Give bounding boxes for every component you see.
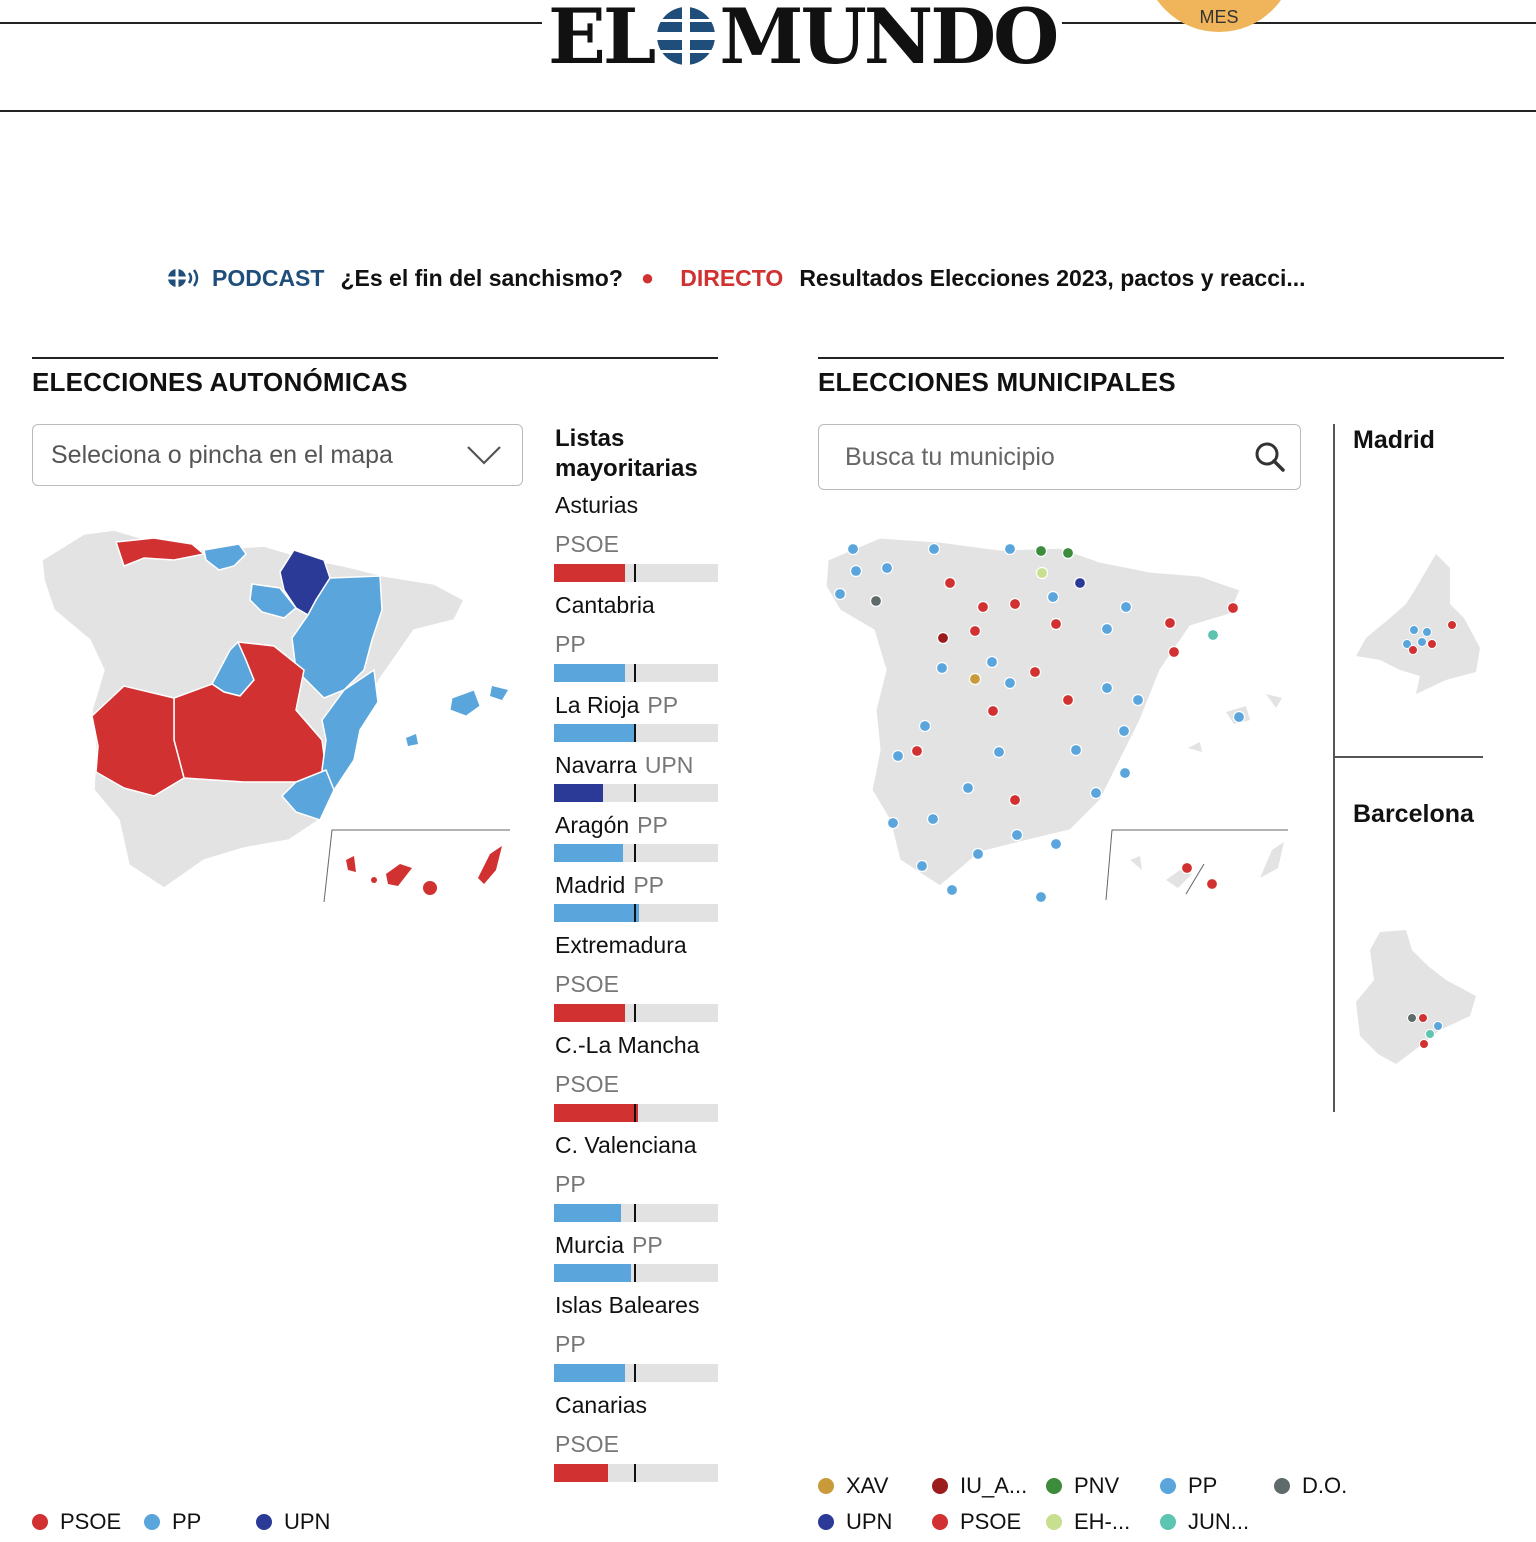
- region-name: La Rioja: [555, 692, 640, 718]
- legend-swatch: [1046, 1478, 1062, 1494]
- municipio-marker[interactable]: [970, 626, 981, 637]
- legend-swatch: [32, 1514, 48, 1530]
- legend-item: [818, 1468, 932, 1504]
- barcelona-map[interactable]: [1350, 926, 1484, 1068]
- municipio-marker[interactable]: [888, 818, 899, 829]
- seats-bar: [554, 664, 718, 682]
- municipio-marker[interactable]: [1012, 830, 1023, 841]
- municipio-marker[interactable]: [1169, 647, 1180, 658]
- municipio-marker[interactable]: [1030, 667, 1041, 678]
- municipal-mainland: [826, 538, 1240, 886]
- region-party: PSOE: [555, 971, 619, 997]
- barcelona-province: [1356, 930, 1476, 1064]
- live-label[interactable]: DIRECTO: [680, 264, 784, 291]
- municipio-marker[interactable]: [994, 747, 1005, 758]
- legend-label: EH-...: [1074, 1509, 1131, 1534]
- legend-item: [1160, 1504, 1274, 1540]
- municipio-marker[interactable]: [987, 657, 998, 668]
- seats-bar: [554, 724, 718, 742]
- municipales-title: ELECCIONES MUNICIPALES: [818, 367, 1176, 397]
- search-icon[interactable]: [1254, 441, 1286, 473]
- seats-bar-fill: [554, 1364, 625, 1382]
- region-canarias-4[interactable]: [478, 846, 502, 884]
- legend-item: [932, 1468, 1046, 1504]
- legend-label: XAV: [846, 1473, 889, 1498]
- municipio-marker[interactable]: [1165, 618, 1176, 629]
- seats-bar: [554, 1364, 718, 1382]
- municipio-marker[interactable]: [1091, 788, 1102, 799]
- municipal-canarias-island-3: [1260, 842, 1284, 878]
- municipal-canarias-frame: [1106, 830, 1288, 900]
- seats-bar-fill: [554, 1464, 608, 1482]
- seats-bar: [554, 1264, 718, 1282]
- municipio-marker[interactable]: [928, 814, 939, 825]
- majority-tick: [634, 724, 636, 742]
- municipio-marker[interactable]: [917, 861, 928, 872]
- region-party: PSOE: [555, 1071, 619, 1097]
- region-select-placeholder: Seleciona o pincha en el mapa: [51, 441, 393, 469]
- municipio-marker[interactable]: [1102, 624, 1113, 635]
- region-name: Navarra: [555, 752, 637, 778]
- region-name: C. Valenciana: [555, 1132, 697, 1158]
- majority-tick: [634, 1364, 636, 1382]
- seats-bar-fill: [554, 1004, 625, 1022]
- seats-bar: [554, 1204, 718, 1222]
- municipio-marker[interactable]: [1119, 726, 1130, 737]
- municipio-marker[interactable]: [912, 746, 923, 757]
- seats-bar-fill: [554, 904, 639, 922]
- region-row[interactable]: [555, 492, 720, 558]
- chevron-down-icon: [466, 443, 502, 467]
- legend-item: [1274, 1468, 1388, 1504]
- region-name: Asturias: [555, 492, 639, 518]
- municipio-marker[interactable]: [1133, 695, 1144, 706]
- region-party: PP: [647, 692, 679, 718]
- seats-bar: [554, 844, 718, 862]
- municipio-marker[interactable]: [970, 674, 981, 685]
- legend-swatch: [1160, 1514, 1176, 1530]
- region-name: Extremadura: [555, 932, 687, 958]
- legend-item: [1046, 1504, 1160, 1540]
- seats-bar: [554, 904, 718, 922]
- city-title-madrid: Madrid: [1353, 426, 1435, 454]
- legend-label: PSOE: [60, 1509, 122, 1534]
- podcast-label[interactable]: PODCAST: [212, 264, 325, 291]
- region-select[interactable]: [32, 424, 523, 486]
- seats-bar-fill: [554, 784, 603, 802]
- region-name: Islas Baleares: [555, 1292, 700, 1318]
- seats-bar-fill: [554, 844, 623, 862]
- municipio-marker[interactable]: [1234, 712, 1245, 723]
- legend-swatch: [144, 1514, 160, 1530]
- region-canarias-2[interactable]: [386, 864, 412, 886]
- legend-item: [256, 1504, 368, 1540]
- municipio-marker[interactable]: [1036, 546, 1047, 557]
- seats-bar-fill: [554, 1264, 631, 1282]
- autonomicas-legend: [32, 1504, 512, 1540]
- region-party: UPN: [644, 752, 694, 778]
- legend-item: [144, 1504, 256, 1540]
- seats-bar: [554, 564, 718, 582]
- legend-label: D.O.: [1302, 1473, 1348, 1498]
- municipio-search-input[interactable]: [818, 424, 1301, 490]
- municipio-marker[interactable]: [1071, 745, 1082, 756]
- majority-tick: [634, 1204, 636, 1222]
- municipio-marker[interactable]: [973, 849, 984, 860]
- legend-label: UPN: [846, 1509, 893, 1534]
- municipio-marker[interactable]: [1418, 638, 1427, 647]
- municipio-marker[interactable]: [1037, 568, 1048, 579]
- region-row[interactable]: [555, 592, 720, 658]
- region-party: PSOE: [555, 1431, 619, 1457]
- logo-text-mundo: MUNDO: [719, 0, 1057, 81]
- legend-swatch: [932, 1514, 948, 1530]
- municipio-marker[interactable]: [871, 596, 882, 607]
- podcast-headline-link[interactable]: ¿Es el fin del sanchismo?: [340, 264, 623, 291]
- site-logo[interactable]: [542, 0, 1062, 81]
- legend-label: PP: [172, 1509, 202, 1534]
- majority-tick: [634, 1464, 636, 1482]
- legend-label: JUN...: [1188, 1509, 1250, 1534]
- municipio-marker[interactable]: [1063, 548, 1074, 559]
- region-row[interactable]: [555, 1232, 720, 1259]
- seats-bar: [554, 1004, 718, 1022]
- majority-tick: [634, 1104, 636, 1122]
- municipio-marker[interactable]: [945, 578, 956, 589]
- municipales-legend: [818, 1468, 1498, 1540]
- region-party: PP: [632, 1232, 663, 1258]
- region-party: PSOE: [555, 531, 619, 557]
- municipio-marker[interactable]: [938, 633, 949, 644]
- municipales-rule: [818, 357, 1504, 359]
- municipio-marker[interactable]: [1005, 544, 1016, 555]
- globe-icon: [655, 5, 717, 67]
- legend-label: PP: [1188, 1473, 1218, 1498]
- region-islas-baleares[interactable]: [450, 690, 480, 716]
- region-name: Murcia: [555, 1232, 625, 1258]
- municipio-marker[interactable]: [1208, 630, 1219, 641]
- seats-bar-fill: [554, 724, 636, 742]
- region-row[interactable]: [555, 752, 720, 779]
- municipio-marker[interactable]: [848, 544, 859, 555]
- legend-item: [1160, 1468, 1274, 1504]
- municipio-marker[interactable]: [1102, 683, 1113, 694]
- municipio-marker[interactable]: [1434, 1022, 1443, 1031]
- majority-tick: [634, 1264, 636, 1282]
- legend-swatch: [1046, 1514, 1062, 1530]
- majority-tick: [634, 664, 636, 682]
- legend-item: [932, 1504, 1046, 1540]
- municipales-map[interactable]: [820, 530, 1300, 910]
- seats-bar: [554, 784, 718, 802]
- region-party: PP: [555, 631, 586, 657]
- region-name: Madrid: [555, 872, 626, 898]
- municipio-marker[interactable]: [1423, 628, 1432, 637]
- legend-label: UPN: [284, 1509, 331, 1534]
- city-panel-divider: [1335, 756, 1483, 758]
- region-party: PP: [555, 1331, 586, 1357]
- region-canarias-3[interactable]: [423, 881, 437, 895]
- region-party: PP: [555, 1171, 586, 1197]
- legend-item: [1046, 1468, 1160, 1504]
- autonomicas-title: ELECCIONES AUTONÓMICAS: [32, 367, 408, 397]
- municipio-marker[interactable]: [893, 751, 904, 762]
- site-header: [0, 0, 1536, 112]
- region-canarias-1[interactable]: [346, 856, 356, 872]
- municipio-marker[interactable]: [882, 563, 893, 574]
- legend-label: IU_A...: [960, 1473, 1028, 1498]
- region-row[interactable]: [555, 692, 720, 719]
- municipio-marker[interactable]: [835, 589, 846, 600]
- municipio-marker[interactable]: [1063, 695, 1074, 706]
- municipio-marker[interactable]: [1448, 621, 1457, 630]
- region-name: C.-La Mancha: [555, 1032, 700, 1058]
- municipio-marker[interactable]: [1010, 599, 1021, 610]
- municipio-marker[interactable]: [978, 602, 989, 613]
- region-party: PP: [633, 872, 664, 898]
- legend-label: PSOE: [960, 1509, 1022, 1534]
- municipio-marker[interactable]: [1207, 879, 1218, 890]
- madrid-map[interactable]: [1350, 548, 1484, 698]
- legend-item: [818, 1504, 932, 1540]
- legend-swatch: [256, 1514, 272, 1530]
- region-name: Cantabria: [555, 592, 655, 618]
- region-party: PP: [637, 812, 668, 838]
- live-headline-link[interactable]: Resultados Elecciones 2023, pactos y reacci...: [799, 264, 1306, 291]
- ticker-separator: ●: [640, 265, 655, 290]
- seats-bar-fill: [554, 664, 625, 682]
- municipio-marker[interactable]: [1120, 768, 1131, 779]
- municipio-marker[interactable]: [1051, 619, 1062, 630]
- municipio-marker[interactable]: [947, 885, 958, 896]
- municipal-canarias-island-1: [1130, 856, 1142, 870]
- autonomicas-map[interactable]: [34, 520, 514, 910]
- municipio-marker[interactable]: [1036, 892, 1047, 903]
- legend-swatch: [818, 1478, 834, 1494]
- municipio-marker[interactable]: [1182, 863, 1193, 874]
- seats-bar-fill: [554, 1204, 621, 1222]
- municipio-marker[interactable]: [1409, 646, 1418, 655]
- seats-bar-fill: [554, 564, 625, 582]
- region-row[interactable]: [555, 812, 720, 839]
- municipio-marker[interactable]: [1051, 839, 1062, 850]
- logo-text-el: EL: [548, 0, 654, 81]
- majority-tick: [634, 844, 636, 862]
- majority-tick: [634, 1004, 636, 1022]
- month-badge[interactable]: [1143, 0, 1295, 32]
- badge-label: MES: [1199, 7, 1239, 27]
- seats-bar: [554, 1464, 718, 1482]
- autonomicas-rule: [32, 357, 718, 359]
- region-canarias-5[interactable]: [371, 877, 377, 883]
- region-islas-baleares-menorca[interactable]: [490, 686, 508, 700]
- seats-bar: [554, 1104, 718, 1122]
- list-title: Listas mayoritarias: [555, 425, 698, 482]
- majority-tick: [634, 564, 636, 582]
- majority-tick: [634, 904, 636, 922]
- municipal-menorca: [1266, 694, 1282, 708]
- region-row[interactable]: [555, 1292, 720, 1358]
- municipio-marker[interactable]: [937, 663, 948, 674]
- municipio-marker[interactable]: [1419, 1014, 1428, 1023]
- legend-swatch: [1274, 1478, 1290, 1494]
- podcast-icon: [166, 267, 202, 289]
- news-ticker: [166, 262, 1306, 294]
- municipio-marker[interactable]: [851, 566, 862, 577]
- municipio-marker[interactable]: [1408, 1014, 1417, 1023]
- municipio-marker[interactable]: [1410, 626, 1419, 635]
- municipio-marker[interactable]: [1121, 602, 1132, 613]
- municipio-marker[interactable]: [1005, 678, 1016, 689]
- municipio-marker[interactable]: [1048, 592, 1059, 603]
- legend-swatch: [932, 1478, 948, 1494]
- region-islas-baleares-ibiza[interactable]: [406, 734, 418, 746]
- region-row[interactable]: [555, 872, 720, 899]
- legend-item: [32, 1504, 144, 1540]
- municipio-marker[interactable]: [1228, 603, 1239, 614]
- legend-swatch: [1160, 1478, 1176, 1494]
- region-row[interactable]: [555, 1132, 720, 1198]
- region-row[interactable]: [555, 932, 720, 998]
- madrid-province: [1356, 554, 1480, 694]
- municipio-marker[interactable]: [920, 721, 931, 732]
- seats-bar-fill: [554, 1104, 638, 1122]
- region-row[interactable]: [555, 1032, 720, 1098]
- municipal-ibiza: [1188, 742, 1202, 752]
- municipio-marker[interactable]: [1010, 795, 1021, 806]
- city-title-barcelona: Barcelona: [1353, 800, 1474, 828]
- municipio-marker[interactable]: [988, 706, 999, 717]
- majority-tick: [634, 784, 636, 802]
- legend-label: PNV: [1074, 1473, 1120, 1498]
- municipio-marker[interactable]: [1420, 1040, 1429, 1049]
- region-name: Aragón: [555, 812, 630, 838]
- municipio-marker[interactable]: [1426, 1030, 1435, 1039]
- region-name: Canarias: [555, 1392, 648, 1418]
- municipio-search-placeholder: Busca tu municipio: [845, 443, 1055, 471]
- municipio-marker[interactable]: [1075, 578, 1086, 589]
- legend-swatch: [818, 1514, 834, 1530]
- municipio-marker[interactable]: [1428, 640, 1437, 649]
- municipio-marker[interactable]: [929, 544, 940, 555]
- city-panel-border: [1333, 424, 1335, 1112]
- municipio-marker[interactable]: [963, 783, 974, 794]
- region-row[interactable]: [555, 1392, 720, 1458]
